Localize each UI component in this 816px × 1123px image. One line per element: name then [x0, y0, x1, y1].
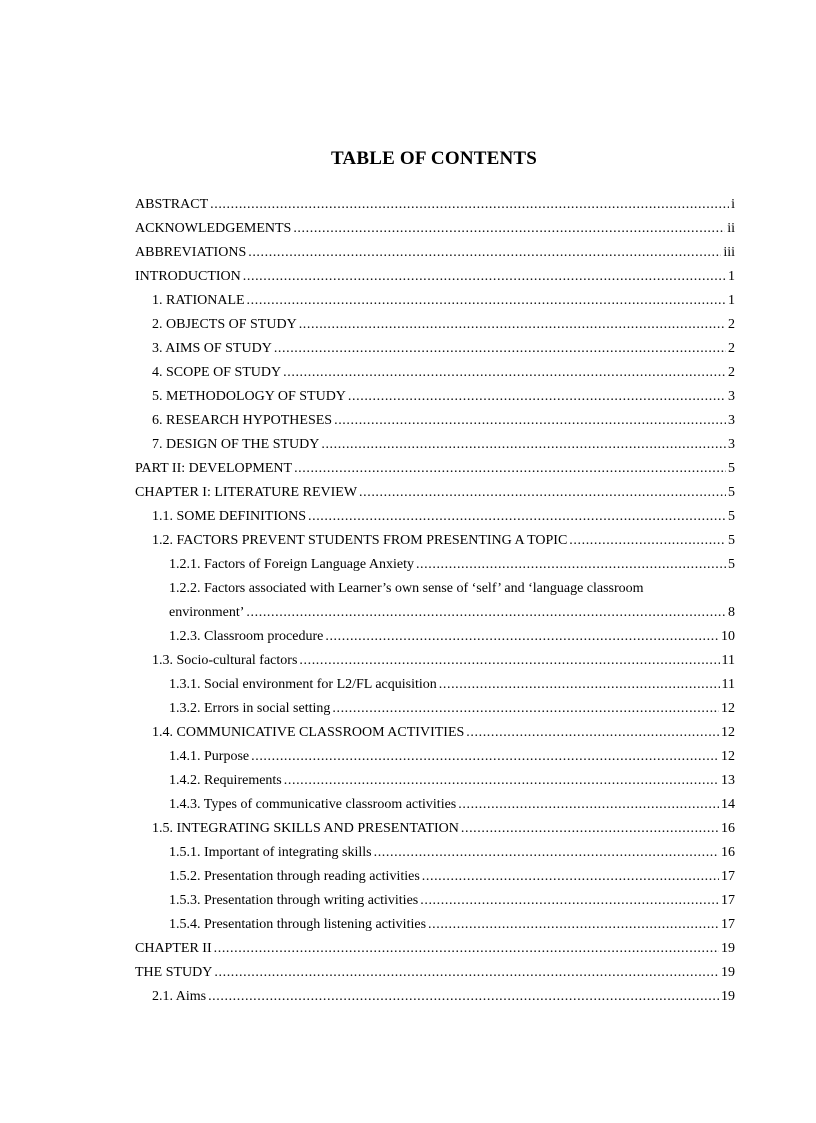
toc-entry-page-number: 17 — [721, 869, 735, 884]
toc-entry[interactable] — [135, 241, 735, 265]
toc-entry[interactable] — [135, 961, 735, 985]
dot-leader — [283, 361, 726, 385]
dot-leader — [439, 673, 720, 697]
dot-leader — [420, 889, 719, 913]
toc-entry[interactable] — [135, 385, 735, 409]
dot-leader — [569, 529, 726, 553]
toc-entry[interactable] — [135, 337, 735, 361]
toc-entry-title: 1.4.3. Types of communicative classroom activities — [169, 797, 457, 812]
toc-entry-title: INTRODUCTION — [135, 269, 241, 284]
toc-entry-title: THE STUDY — [135, 965, 213, 980]
toc-entry-page-number: ii — [727, 221, 735, 236]
toc-entry-page-number: 17 — [721, 917, 735, 932]
toc-entry-title: 1.5. INTEGRATING SKILLS AND PRESENTATION — [152, 821, 459, 836]
toc-entry-page-number: 3 — [728, 389, 735, 404]
toc-entry-page-number: 1 — [728, 293, 735, 308]
toc-entry-page-number: 19 — [721, 965, 735, 980]
toc-entry[interactable] — [135, 313, 735, 337]
toc-entry-title: 3. AIMS OF STUDY — [152, 341, 272, 356]
toc-entry-page-number: 8 — [728, 605, 735, 620]
toc-entry-title: CHAPTER II — [135, 941, 212, 956]
dot-leader — [374, 841, 719, 865]
dot-leader — [325, 625, 719, 649]
toc-entry[interactable] — [135, 721, 735, 745]
toc-entry[interactable] — [135, 409, 735, 433]
dot-leader — [247, 289, 726, 313]
toc-entry-title: 1.5.1. Important of integrating skills — [169, 845, 372, 860]
toc-entry-title: 2.1. Aims — [152, 989, 207, 1004]
toc-entry[interactable] — [135, 625, 735, 649]
toc-entry[interactable] — [135, 817, 735, 841]
toc-entry-page-number: 3 — [728, 413, 735, 428]
dot-leader — [461, 817, 719, 841]
toc-entry-page-number: 5 — [728, 557, 735, 572]
toc-entry-title: 1.2.2. Factors associated with Learner’s own sense of ‘self’ and ‘language classroom — [169, 581, 644, 596]
toc-entry[interactable] — [135, 433, 735, 457]
dot-leader — [251, 745, 719, 769]
toc-entry-title: 1.2.3. Classroom procedure — [169, 629, 324, 644]
toc-entry-page-number: 11 — [721, 677, 735, 692]
toc-entry[interactable] — [135, 577, 735, 601]
toc-entry-title: 1.2. FACTORS PREVENT STUDENTS FROM PRESENTING A TOPIC — [152, 533, 568, 548]
toc-entry[interactable] — [135, 673, 735, 697]
toc-entry-page-number: 5 — [728, 461, 735, 476]
dot-leader — [422, 865, 719, 889]
toc-entry-page-number: 19 — [721, 989, 735, 1004]
toc-entry-page-number: i — [731, 197, 735, 212]
dot-leader — [334, 409, 726, 433]
toc-entry-page-number: 2 — [728, 365, 735, 380]
toc-entry-page-number: 3 — [728, 437, 735, 452]
toc-entry-page-number: 5 — [728, 533, 735, 548]
toc-entry-page-number: 17 — [721, 893, 735, 908]
dot-leader — [299, 313, 726, 337]
toc-entry[interactable] — [135, 601, 735, 625]
toc-entry-title: environment’ — [169, 605, 245, 620]
dot-leader — [293, 217, 725, 241]
toc-entry-title: 1.5.2. Presentation through reading activities — [169, 869, 420, 884]
toc-entry[interactable] — [135, 841, 735, 865]
toc-entry-page-number: 13 — [721, 773, 735, 788]
toc-entry[interactable] — [135, 697, 735, 721]
toc-entry[interactable] — [135, 745, 735, 769]
toc-entry-page-number: 14 — [721, 797, 735, 812]
toc-entry-page-number: 1 — [728, 269, 735, 284]
toc-entry[interactable] — [135, 193, 735, 217]
dot-leader — [208, 985, 719, 1009]
toc-entry-page-number: 2 — [728, 341, 735, 356]
dot-leader — [458, 793, 719, 817]
page-title: TABLE OF CONTENTS — [330, 148, 538, 169]
dot-leader — [248, 241, 721, 265]
dot-leader — [299, 649, 719, 673]
toc-entry-title: 1.2.1. Factors of Foreign Language Anxiety — [169, 557, 414, 572]
toc-entry-title: ABBREVIATIONS — [135, 245, 247, 260]
toc-entry-title: 1.4.2. Requirements — [169, 773, 282, 788]
dot-leader — [321, 433, 726, 457]
toc-entry[interactable] — [135, 937, 735, 961]
dot-leader — [284, 769, 719, 793]
dot-leader — [332, 697, 719, 721]
toc-entry-page-number: 16 — [721, 845, 735, 860]
toc-entry-title: 6. RESEARCH HYPOTHESES — [152, 413, 333, 428]
toc-entry[interactable] — [135, 865, 735, 889]
toc-entry[interactable] — [135, 457, 735, 481]
dot-leader — [210, 193, 729, 217]
dot-leader — [274, 337, 726, 361]
toc-entry-title: 5. METHODOLOGY OF STUDY — [152, 389, 346, 404]
dot-leader — [243, 265, 726, 289]
dot-leader — [428, 913, 719, 937]
toc-entry-title: 1.4. COMMUNICATIVE CLASSROOM ACTIVITIES — [152, 725, 465, 740]
dot-leader — [308, 505, 726, 529]
toc-entry-page-number: 5 — [728, 509, 735, 524]
toc-entry-page-number: 10 — [721, 629, 735, 644]
table-of-contents — [135, 193, 735, 1009]
toc-entry-title: 4. SCOPE OF STUDY — [152, 365, 282, 380]
toc-entry-title: 1. RATIONALE — [152, 293, 245, 308]
toc-entry-title: 1.3.1. Social environment for L2/FL acquisition — [169, 677, 437, 692]
toc-entry-page-number: 12 — [721, 701, 735, 716]
toc-entry[interactable] — [135, 553, 735, 577]
toc-entry-title: ACKNOWLEDGEMENTS — [135, 221, 292, 236]
toc-entry-page-number: 2 — [728, 317, 735, 332]
dot-leader — [214, 961, 719, 985]
toc-entry-page-number: 12 — [721, 725, 735, 740]
dot-leader — [416, 553, 726, 577]
toc-entry-page-number: 5 — [728, 485, 735, 500]
toc-entry-title: CHAPTER I: LITERATURE REVIEW — [135, 485, 358, 500]
dot-leader — [348, 385, 726, 409]
toc-entry[interactable] — [135, 913, 735, 937]
dot-leader — [359, 481, 726, 505]
toc-entry[interactable] — [135, 769, 735, 793]
toc-entry-title: 1.3. Socio-cultural factors — [152, 653, 298, 668]
toc-entry[interactable] — [135, 889, 735, 913]
toc-entry[interactable] — [135, 217, 735, 241]
toc-entry-page-number: 11 — [721, 653, 735, 668]
dot-leader — [466, 721, 719, 745]
toc-entry-title: 2. OBJECTS OF STUDY — [152, 317, 297, 332]
toc-entry[interactable] — [135, 289, 735, 313]
toc-entry[interactable] — [135, 793, 735, 817]
toc-entry[interactable] — [135, 361, 735, 385]
toc-entry[interactable] — [135, 505, 735, 529]
toc-entry[interactable] — [135, 529, 735, 553]
toc-entry-page-number: 12 — [721, 749, 735, 764]
toc-entry-title: 7. DESIGN OF THE STUDY — [152, 437, 320, 452]
toc-entry-title: 1.4.1. Purpose — [169, 749, 250, 764]
dot-leader — [214, 937, 719, 961]
toc-entry-page-number: 16 — [721, 821, 735, 836]
toc-entry[interactable] — [135, 649, 735, 673]
toc-entry-title: PART II: DEVELOPMENT — [135, 461, 293, 476]
toc-entry-title: 1.1. SOME DEFINITIONS — [152, 509, 306, 524]
dot-leader — [246, 601, 726, 625]
toc-entry-title: ABSTRACT — [135, 197, 209, 212]
toc-entry[interactable] — [135, 481, 735, 505]
toc-entry[interactable] — [135, 985, 735, 1009]
toc-entry-page-number: iii — [723, 245, 735, 260]
toc-entry[interactable] — [135, 265, 735, 289]
toc-entry-title: 1.5.3. Presentation through writing activities — [169, 893, 419, 908]
toc-entry-title: 1.5.4. Presentation through listening activities — [169, 917, 427, 932]
dot-leader — [294, 457, 726, 481]
toc-entry-page-number: 19 — [721, 941, 735, 956]
toc-entry-title: 1.3.2. Errors in social setting — [169, 701, 331, 716]
